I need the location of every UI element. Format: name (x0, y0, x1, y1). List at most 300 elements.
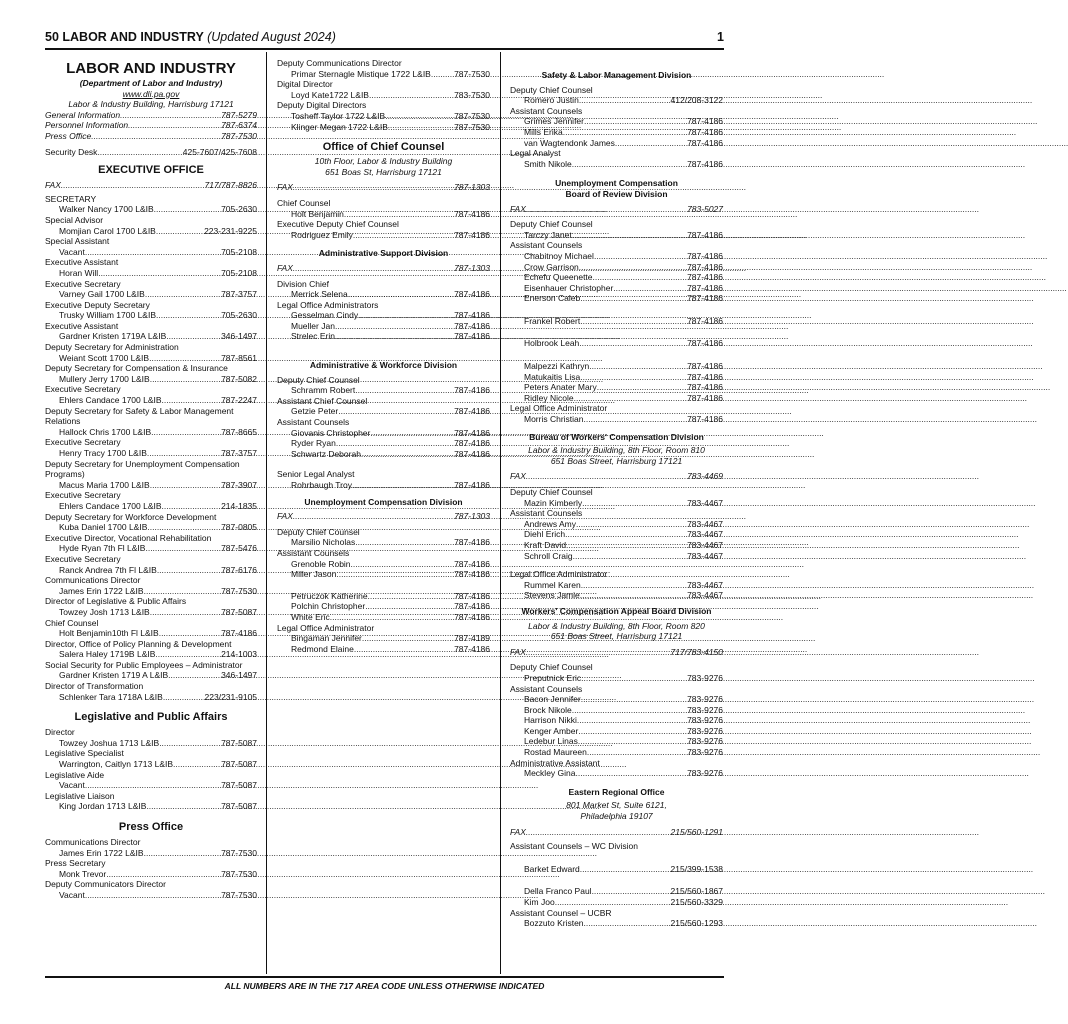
entry-name: Merrick Selena (291, 289, 348, 300)
entry-name: Miller Jason (291, 569, 337, 580)
spacer (510, 304, 723, 316)
entry-name: Salera Haley 1719B L&IB (59, 649, 156, 660)
fax-line (45, 180, 257, 191)
dot-leader (168, 670, 221, 681)
phone-number: 787-7530 (454, 68, 490, 79)
dot-leader (144, 586, 222, 597)
phone-number: 787-4186 (687, 229, 723, 240)
dot-leader (572, 705, 687, 716)
entry-name: Trusky William 1700 L&IB (59, 310, 156, 321)
entry-name: Mills Erika (524, 126, 563, 137)
dot-leader (344, 209, 454, 220)
directory-entry (45, 522, 257, 533)
entry-name: FAX (510, 826, 526, 837)
position-title: Deputy Secretary for Administration (45, 342, 179, 353)
entry-name: Kraft David (524, 539, 567, 550)
entry-name: Holbrook Leah (524, 338, 580, 349)
directory-entry (45, 759, 257, 770)
spacer (510, 561, 723, 569)
phone-number: 705-2108 (221, 267, 257, 278)
dot-leader (573, 551, 687, 562)
entry-name: Schroll Craig (524, 550, 573, 561)
entry-name: Eisenhauer Christopher (524, 282, 614, 293)
dot-leader (354, 644, 454, 655)
spacer (510, 326, 723, 338)
position-title: Deputy Digital Directors (277, 100, 367, 111)
dot-leader (163, 692, 205, 703)
phone-number: 783-4467 (687, 518, 723, 529)
position-title: Executive Deputy Secretary (45, 299, 150, 310)
spacer (277, 580, 490, 591)
entry-name: Vacant (59, 780, 85, 791)
dot-leader (145, 289, 221, 300)
dot-leader (578, 726, 687, 737)
dot-leader (368, 591, 455, 602)
dot-leader (336, 569, 454, 580)
entry-name: Schramm Robert (291, 385, 356, 396)
entry-name: Matukaitis Lisa (524, 371, 581, 382)
phone-number: 717/783-4150 (670, 646, 723, 657)
centered-line: Philadelphia 19107 (580, 811, 653, 822)
entry-name: Bingaman Jennifer (291, 633, 362, 644)
division-heading: Administrative & Workforce Division (309, 360, 458, 371)
phone-number: 787-7530 (221, 585, 257, 596)
dot-leader (563, 127, 687, 138)
directory-entry (45, 204, 257, 215)
entry-name: Malpezzi Kathryn (524, 361, 590, 372)
entry-name: FAX (277, 182, 293, 193)
phone-number: 787-4186 (454, 448, 490, 459)
dot-leader (173, 759, 221, 770)
phone-number: 787-4186 (454, 611, 490, 622)
position-title: Executive Assistant (45, 320, 119, 331)
position-title: Executive Deputy Chief Counsel (277, 219, 399, 230)
position-title: Assistant Counsels (510, 240, 583, 251)
dot-leader (144, 848, 222, 859)
entry-name: Frankel Robert (524, 315, 581, 326)
directory-entry (45, 374, 257, 385)
directory-entry (510, 540, 723, 551)
phone-number: 783-4467 (687, 579, 723, 590)
directory-entry (45, 427, 257, 438)
phone-number: 787-4186 (687, 137, 723, 148)
entry-name: Primar Sternagle Mistique 1722 L&IB (291, 68, 431, 79)
entry-name: Getzie Peter (291, 406, 339, 417)
dot-leader (555, 897, 671, 908)
phone-number: 783-5027 (687, 203, 723, 214)
entry-name: FAX (45, 180, 61, 191)
header-updated: (Updated August 2024) (207, 30, 336, 44)
entry-name: Giovanis Christopher (291, 427, 371, 438)
directory-entry (510, 673, 723, 684)
fax-line (510, 647, 723, 658)
dot-leader (358, 310, 454, 321)
phone-number: 787-4186 (687, 261, 723, 272)
centered-line: 801 Market St, Suite 6121, (566, 800, 667, 811)
position-title: Assistant Counsels – WC Division (510, 841, 639, 852)
position-title: Communications Director (45, 575, 141, 586)
position-title: Executive Director, Vocational Rehabilitation (45, 532, 212, 543)
phone-number: 787-4186 (454, 558, 490, 569)
phone-number: 346-1497 (221, 331, 257, 342)
entry-name: Holt Benjamin10th Fl L&IB (59, 628, 159, 639)
entry-name: Harrison Nikki (524, 715, 577, 726)
division-heading: Bureau of Workers' Compensation Division (529, 431, 704, 442)
phone-number: 787-4186 (454, 331, 490, 342)
phone-number: 787-5279 (221, 109, 257, 120)
position-title: Director of Transformation (45, 681, 144, 692)
dot-leader (388, 122, 454, 133)
dot-leader (154, 204, 221, 215)
entry-name: Echefu Queenette (524, 272, 593, 283)
entry-name: Stevens Jamie (524, 590, 580, 601)
directory-entry (510, 886, 723, 897)
entry-name: Warrington, Caitlyn 1713 L&IB (59, 759, 174, 770)
directory-entry (510, 338, 723, 349)
phone-number: 787-4186 (687, 361, 723, 372)
dot-leader (362, 633, 454, 644)
dot-leader (353, 230, 454, 241)
dot-leader (159, 738, 221, 749)
directory-entry (277, 449, 490, 460)
directory-entry (510, 283, 723, 294)
dot-leader (145, 543, 221, 554)
division-heading: Board of Review Division (565, 188, 668, 199)
phone-number: 787-5082 (221, 373, 257, 384)
directory-entry (277, 537, 490, 548)
directory-entry (510, 138, 723, 149)
entry-name: Tarczy Janet (524, 229, 572, 240)
column-2 (277, 58, 490, 654)
header-rule (45, 48, 724, 50)
phone-number: 705-2630 (221, 310, 257, 321)
phone-number: 783-9276 (687, 736, 723, 747)
position-title: Deputy Secretary for Safety & Labor Management Relations (45, 405, 234, 427)
entry-name: Mueller Jan (291, 320, 335, 331)
phone-number: 787-4186 (687, 116, 723, 127)
directory-entry (277, 385, 490, 396)
position-title: Special Assistant (45, 236, 110, 247)
directory-entry (45, 586, 257, 597)
position-title: Deputy Chief Counsel (510, 487, 593, 497)
dot-leader (361, 449, 454, 460)
position-title: Legal Analyst (510, 148, 561, 159)
phone-number: 787-4186 (687, 315, 723, 326)
position-title: Deputy Secretary for Workforce Development (45, 511, 217, 522)
entry-name: White Eric (291, 611, 330, 622)
position-title: Executive Secretary (45, 553, 121, 564)
entry-name: Kuba Daniel 1700 L&IB (59, 522, 148, 533)
dot-leader (581, 694, 687, 705)
fax-line (277, 511, 490, 522)
phone-number: 787-4186 (454, 208, 490, 219)
dot-leader (162, 395, 222, 406)
fax-line (277, 263, 490, 274)
directory-entry (510, 694, 723, 705)
dot-leader (584, 414, 688, 425)
phone-number: 787-6374 (221, 120, 257, 131)
directory-entry (510, 382, 723, 393)
entry-name: Petruczok Katherine (291, 590, 368, 601)
dot-leader (162, 501, 222, 512)
entry-name: Kenger Amber (524, 725, 579, 736)
dot-leader (149, 353, 221, 364)
entry-name: James Erin 1722 L&IB (59, 585, 144, 596)
directory-entry (510, 159, 723, 170)
directory-entry (277, 480, 490, 491)
fax-line (510, 471, 723, 482)
phone-number: 783-4467 (687, 590, 723, 601)
section-heading: Office of Chief Counsel (322, 141, 445, 154)
dot-leader (85, 780, 221, 791)
entry-name: Hallock Chris 1700 L&IB (59, 426, 152, 437)
directory-entry (510, 590, 723, 601)
position-title: Communications Director (45, 837, 141, 847)
directory-entry (45, 247, 257, 258)
dot-leader (147, 522, 221, 533)
entry-name: General Information (45, 109, 121, 120)
entry-name: Security Desk (45, 146, 98, 157)
spacer (510, 779, 723, 787)
page-header (45, 30, 724, 48)
phone-number: 215/560-1867 (670, 886, 723, 897)
position-title: Assistant Counsel – UCBR (510, 907, 612, 918)
dot-leader (577, 715, 687, 726)
entry-name: FAX (510, 203, 526, 214)
position-title: Legal Office Administrator (510, 403, 608, 414)
directory-entry (277, 310, 490, 321)
phone-number: 787-4186 (454, 229, 490, 240)
dot-leader (526, 827, 671, 838)
entry-name: FAX (277, 262, 293, 273)
directory-entry (510, 918, 723, 929)
directory-entry (510, 864, 723, 875)
directory-entry (510, 272, 723, 283)
phone-number: 787-7530 (221, 868, 257, 879)
dot-leader (128, 120, 221, 131)
position-title: Chief Counsel (277, 197, 331, 208)
directory-entry (510, 580, 723, 591)
entry-name: Hyde Ryan 7th Fl L&IB (59, 543, 146, 554)
position-title: Deputy Communicators Director (45, 879, 166, 890)
position-title: Legal Office Administrator (510, 569, 608, 580)
dot-leader (370, 428, 454, 439)
dot-leader (576, 768, 688, 779)
entry-name: Personnel Information (45, 120, 129, 131)
centered-line: 651 Boas Street, Harrisburg 17121 (550, 631, 683, 642)
position-title: Assistant Counsels (510, 683, 583, 694)
entry-name: Andrews Amy (524, 518, 576, 529)
dot-leader (526, 204, 687, 215)
directory-entry (277, 406, 490, 417)
dot-leader (166, 331, 221, 342)
running-title (45, 30, 336, 44)
directory-entry (277, 289, 490, 300)
dot-leader (431, 69, 454, 80)
phone-number: 783-9276 (687, 747, 723, 758)
position-title: Director of Legislative & Public Affairs (45, 596, 187, 607)
position-title: Executive Secretary (45, 490, 121, 501)
phone-number: 787-4186 (454, 385, 490, 396)
dot-leader (580, 590, 687, 601)
position-title: Director, Office of Policy Planning & Development (45, 638, 232, 649)
dot-leader (293, 263, 454, 274)
division-heading: Unemployment Compensation Division (304, 496, 463, 507)
dot-leader (580, 372, 687, 383)
directory-entry (277, 69, 490, 80)
phone-number: 787-7530 (221, 130, 257, 141)
entry-name: Rohrbaugh Troy (291, 480, 352, 490)
dot-leader (580, 864, 671, 875)
position-title: Deputy Communications Director (277, 58, 402, 68)
directory-entry (277, 321, 490, 332)
dot-leader (156, 226, 204, 237)
dot-leader (91, 131, 221, 142)
phone-number: 783-4467 (687, 497, 723, 508)
spacer (45, 812, 257, 820)
phone-number: 787-4186 (687, 158, 723, 169)
centered-line: (Department of Labor and Industry) (79, 78, 223, 88)
directory-entry (45, 649, 257, 660)
phone-number: 783-4467 (687, 529, 723, 540)
directory-entry (510, 95, 723, 106)
entry-name: Meckley Gina (524, 768, 576, 779)
column-1 (45, 58, 257, 901)
dot-leader (157, 565, 221, 576)
phone-number: 787-4186 (454, 438, 490, 449)
phone-number: 787-1303 (454, 182, 490, 193)
centered-line: 651 Boas Street, Harrisburg 17121 (550, 455, 683, 466)
dot-leader (578, 736, 687, 747)
dot-leader (584, 116, 687, 127)
entry-name: Ranck Andrea 7th Fl L&IB (59, 564, 157, 575)
phone-number: 787-4186 (454, 643, 490, 654)
entry-name: Ehlers Candace 1700 L&IB (59, 500, 162, 511)
position-title: SECRETARY (45, 193, 97, 204)
centered-line: Labor & Industry Building, 8th Floor, Room 820 (528, 620, 705, 631)
phone-number: 787-4186 (687, 272, 723, 283)
spacer (510, 874, 723, 886)
division-heading: Safety & Labor Management Division (541, 70, 692, 80)
phone-number: 787-4186 (454, 289, 490, 300)
agency-title: LABOR AND INDUSTRY (66, 60, 236, 77)
dot-leader (579, 338, 687, 349)
position-title: Deputy Chief Counsel (277, 526, 360, 537)
phone-number: 787-4186 (454, 320, 490, 331)
position-title: Legal Office Administrators (277, 299, 379, 310)
directory-entry (277, 601, 490, 612)
phone-number: 787-1303 (454, 262, 490, 273)
phone-number: 787-8561 (221, 352, 257, 363)
phone-number: 215/560-1291 (670, 826, 723, 837)
dot-leader (85, 247, 221, 258)
directory-entry (45, 147, 257, 158)
phone-number: 705-2630 (221, 204, 257, 215)
position-title: Assistant Counsels (510, 508, 583, 519)
directory-entry (277, 569, 490, 580)
position-title: Social Security for Public Employees – Administrator (45, 659, 243, 670)
phone-number: 787-3757 (221, 289, 257, 300)
phone-number: 787-4186 (454, 480, 490, 490)
entry-name: Polchin Christopher (291, 601, 366, 612)
phone-number: 787-8665 (221, 426, 257, 437)
phone-number: 787-5087 (221, 606, 257, 617)
phone-number: 783-4469 (687, 471, 723, 482)
dot-leader (293, 182, 454, 193)
directory-entry (510, 768, 723, 779)
dot-leader (150, 480, 221, 491)
phone-number: 783-9276 (687, 715, 723, 726)
entry-name: Marsilio Nicholas (291, 537, 356, 548)
entry-name: Della Franco Paul (524, 886, 592, 897)
centered-line: Labor & Industry Building, 8th Floor, Room 810 (528, 445, 705, 456)
phone-number: 787-0805 (221, 522, 257, 533)
phone-number: 783-9276 (687, 725, 723, 736)
dot-leader (587, 747, 687, 758)
phone-number: 787-4186 (687, 338, 723, 349)
dot-leader (150, 374, 221, 385)
dot-leader (526, 471, 687, 482)
phone-number: 787-4186 (454, 601, 490, 612)
position-title: Division Chief (277, 278, 329, 289)
dot-leader (576, 519, 687, 530)
entry-name: Diehl Erich (524, 529, 566, 540)
position-title: Director (45, 727, 75, 738)
phone-number: 787-4186 (454, 406, 490, 417)
entry-name: King Jordan 1713 L&IB (59, 801, 147, 812)
entry-name: Loyd Kate1722 L&IB (291, 89, 369, 100)
dot-leader (61, 180, 205, 191)
entry-name: Mazin Kimberly (524, 497, 583, 508)
dot-leader (355, 385, 454, 396)
column-divider (500, 52, 501, 974)
position-title: Chief Counsel (45, 617, 99, 628)
directory-entry (510, 551, 723, 562)
fax-line (277, 182, 490, 193)
phone-number: 787-5087 (221, 780, 257, 791)
entry-name: Holt Benjamin (291, 208, 344, 219)
directory-entry (277, 111, 490, 122)
directory-entry (277, 122, 490, 133)
entry-name: Strelec Erin (291, 331, 335, 342)
dot-leader (579, 95, 671, 106)
entry-name: Chabitnoy Michael (524, 250, 594, 261)
centered-line: Labor & Industry Building, Harrisburg 17121 (68, 99, 234, 110)
dot-leader (85, 890, 221, 901)
entry-name: Brock Nikole (524, 704, 572, 715)
phone-number: 787-7530 (221, 847, 257, 858)
position-title: Administrative Assistant (510, 757, 600, 768)
dot-leader (155, 649, 221, 660)
directory-entry (510, 736, 723, 747)
phone-number: 787-5087 (221, 737, 257, 748)
entry-name: Bacon Jennifer (524, 694, 581, 705)
dot-leader (592, 886, 671, 897)
phone-number: 787-4186 (687, 414, 723, 425)
directory-entry (45, 738, 257, 749)
dot-leader (597, 382, 687, 393)
phone-number: 412/208-3122 (670, 95, 723, 106)
entry-name: Walker Nancy 1700 L&IB (59, 204, 154, 215)
position-title: Assistant Counsels (277, 547, 350, 558)
entry-name: Tosheff Taylor 1722 L&IB (291, 110, 386, 121)
directory-entry (277, 331, 490, 342)
entry-name: Ridley Nicole (524, 392, 574, 403)
entry-name: Mullery Jerry 1700 L&IB (59, 373, 150, 384)
phone-number: 215/399-1538 (670, 863, 723, 874)
entry-name: Momjian Carol 1700 L&IB (59, 225, 156, 236)
phone-number: 787-5476 (221, 543, 257, 554)
